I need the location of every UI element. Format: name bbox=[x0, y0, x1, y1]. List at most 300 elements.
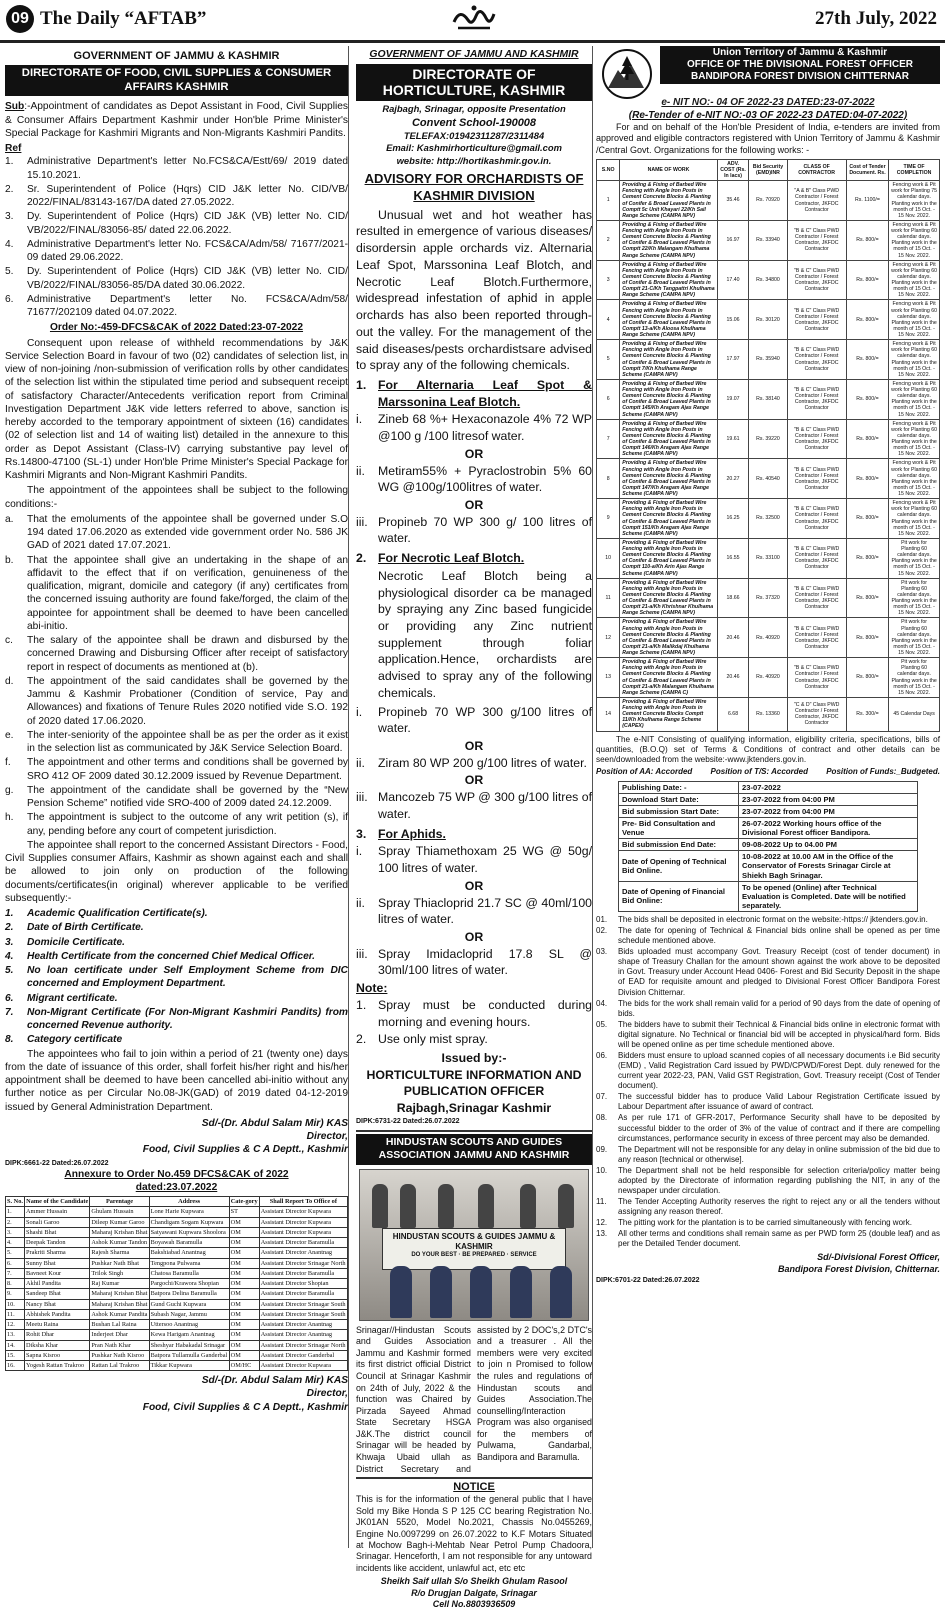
works-cell: "B & C" Class PWD Contractor / Forest Contractor, JKFDC Contractor bbox=[787, 618, 846, 658]
table-cell: Ammer Hussain bbox=[25, 1207, 90, 1217]
advisory-item: ii. Ziram 80 WP 200 g/100 litres of water. bbox=[356, 755, 592, 772]
table-cell: Assistant Director Shopian bbox=[259, 1279, 347, 1289]
advisory-note-label: Note: bbox=[356, 981, 388, 996]
reference-item bbox=[5, 293, 348, 320]
table-cell: Batpora Delina Baramulla bbox=[149, 1289, 229, 1299]
works-cell: "C & D" Class PWD Contractor / Forest Contractor, JKFDC Contractor bbox=[787, 697, 846, 731]
condition-item-number: a. bbox=[5, 513, 14, 525]
table-cell: Assistant Director Baramulla bbox=[259, 1289, 347, 1299]
document-item-number: 7. bbox=[5, 1006, 14, 1018]
schedule-cell: Download Start Date: bbox=[619, 793, 739, 805]
advisory-item: i. Propineb 70 WP 300 g/100 litres of water. bbox=[356, 704, 592, 736]
document-item-number: 8. bbox=[5, 1034, 14, 1046]
table-cell: Assistant Director Baramulla bbox=[259, 1268, 347, 1278]
table-cell: OM bbox=[229, 1258, 259, 1268]
positions-line: Position of AA: Accorded Position of T/S: Accorded Position of Funds:_Budgeted. bbox=[596, 767, 940, 777]
works-row bbox=[597, 220, 940, 260]
works-cell: "A & B" Class PWD Contractor / Forest Contractor, JKFDC Contractor bbox=[787, 181, 846, 221]
works-cell: "B & C" Class PWD Contractor / Forest Contractor, JKFDC Contractor bbox=[787, 260, 846, 300]
term-item-number: 01. bbox=[596, 914, 608, 924]
works-cell: Providing & Fixing of Barbed Wire Fencing with Angle Iron Posts in Cement Concrete Blocks & Planting of Conifer & Broad Leaved Plants in Comptt 13-a/Kh Aloosa Khulhama Range Scheme (CAMPA NPV) bbox=[620, 300, 717, 340]
condition-item-number: f. bbox=[5, 757, 11, 769]
works-cell: 13 bbox=[597, 658, 620, 698]
works-cell: 15.06 bbox=[717, 300, 749, 340]
table-row bbox=[6, 1258, 348, 1268]
conditions-list bbox=[5, 513, 348, 838]
works-cell: 19.61 bbox=[717, 419, 749, 459]
table-cell: Deepak Tandon bbox=[25, 1238, 90, 1248]
table-cell: Ashok Kumar Pandita bbox=[91, 1310, 148, 1318]
reference-item bbox=[5, 155, 348, 182]
table-cell: OM bbox=[229, 1227, 259, 1237]
works-cell: 11 bbox=[597, 578, 620, 618]
reference-item-number: 3. bbox=[5, 211, 14, 223]
table-cell: OM bbox=[229, 1309, 259, 1319]
works-cell: Rs. 35940 bbox=[749, 340, 787, 380]
order-paragraph-1: Consequent upon release of withheld recommendations by J&K Service Selection Board in favour of two (02) candidates of selection list, in view of non-joining /non-submission of verification rolls by other candidates of the selection list within the stipulated time period and subsequent receipt of satisfactory Character/Antecedents verification report from Criminal Investigation Department J&K vide letters referred to above, sanction is hereby accorded to the temporary appointment of sixteen (16) candidates (02 of selection list and 14 of waiting list) detailed in the annexure to this order as Depot Assistant (Class-IV) carrying substantive pay level of Rs.14800-47100 (SL-1) under Hon'ble Prime Minister's Special Package for Kashmiri Migrants and Non-Migrant Kashmiri Pandits. bbox=[5, 337, 348, 482]
advisory-item: ii. Metiram55% + Pyraclostrobin 5% 60 WG @100g/100litres of water. bbox=[356, 463, 592, 495]
table-cell: Assistant Director Srinagar South bbox=[260, 1300, 346, 1308]
works-cell: Rs. 37320 bbox=[749, 578, 787, 618]
document-item bbox=[5, 936, 348, 949]
works-cell: Rs. 39220 bbox=[749, 419, 787, 459]
works-row bbox=[597, 578, 940, 618]
works-cell: Providing & Fixing of Barbed Wire Fencing with Angle Iron Posts in Cement Concrete Blocks & Planting of Conifer & Broad Leaved Plants in Comptt 22/Kh Malangam Khulhama Range Scheme (CAMPA NPV) bbox=[620, 220, 717, 260]
works-cell: "B & C" Class PWD Contractor / Forest Contractor, JKFDC Contractor bbox=[787, 459, 846, 499]
works-cell: 7 bbox=[597, 419, 620, 459]
works-cell: Rs. 30120 bbox=[749, 300, 787, 340]
table-cell: 6. bbox=[6, 1258, 25, 1268]
table-row bbox=[6, 1360, 348, 1370]
masthead bbox=[0, 0, 945, 43]
advisory-item-text: Spray Imidacloprid 17.8 SL @ 30ml/100 litres of water. bbox=[378, 946, 592, 978]
table-cell: Bakshiabad Anantnag bbox=[149, 1248, 229, 1258]
condition-item-text: The appointment of the candidate shall be governed by the “New Pension Scheme” notified vide SRO-400 of 2009 dated 24.12.2009. bbox=[27, 784, 348, 810]
table-row bbox=[6, 1320, 348, 1330]
works-cell: Providing & Fixing of Barbed Wire Fencing with Angle Iron Posts in Cement Concrete Blocks & Planting of Conifer & Broad Leaved Plants in Comptt 21-a/Kh Khrishnar Khulhama Range Scheme (CAMPA NPV) bbox=[620, 578, 717, 618]
table-cell: Yogesh Rattan Trakroo bbox=[25, 1360, 90, 1370]
table-header-cell: S. No. bbox=[7, 1198, 23, 1206]
works-cell: 45 Calendar Days bbox=[889, 697, 940, 731]
food-supplies-order bbox=[5, 46, 349, 1548]
reference-item-text: Administrative Department's letter No. FCS&CA/Adm/58/ 71677/202109 dated 04.07.2022. bbox=[27, 293, 348, 319]
works-header-cell: S.NO bbox=[597, 159, 620, 180]
works-cell: Providing & Fixing of Barbed Wire Fencing with Angle Iron Posts in Cement Concrete Blocks & Planting of Conifer & Broad Leaved Plants in Comptt 145/Kh Aragam Ajas Range Scheme (CAMPA NPV) bbox=[620, 379, 717, 419]
table-row bbox=[6, 1299, 348, 1309]
schedule-row bbox=[619, 805, 918, 817]
table-cell: OM bbox=[229, 1320, 259, 1330]
table-cell: Assistant Director Baramulla bbox=[259, 1238, 347, 1248]
advisory-or: OR bbox=[464, 878, 484, 893]
horti-address: Rajbagh, Srinagar, opposite Presentation Convent School-190008 TELEFAX:01942311287/2311484 Email: Kashmirhorticulture@gmail.com website: http://hortikashmir.gov.in. bbox=[382, 103, 566, 166]
table-cell: Trilok Singh bbox=[90, 1268, 149, 1278]
works-cell: Pit work for Planting 60 calendar days. Planting work in the month of 15 Oct. - 15 Nov. 2022. bbox=[889, 578, 940, 618]
table-cell: Rattan Lal Trakroo bbox=[90, 1360, 149, 1370]
table-cell: Shashi Bhat bbox=[25, 1227, 90, 1237]
works-cell: "B & C" Class PWD Contractor / Forest Contractor, JKFDC Contractor bbox=[787, 220, 846, 260]
works-cell: Rs. 800/= bbox=[846, 340, 888, 380]
scouts-title: HINDUSTAN SCOUTS AND GUIDES ASSOCIATION JAMMU AND KASHMIR bbox=[356, 1134, 592, 1164]
term-item-text: The bids for the work shall remain valid for a period of 90 days from the date of opening of bids. bbox=[618, 998, 940, 1018]
document-item bbox=[5, 964, 348, 991]
term-item bbox=[596, 1113, 940, 1143]
term-item bbox=[596, 915, 940, 925]
table-row bbox=[6, 1289, 348, 1299]
newspaper-name: The Daily “AFTAB” bbox=[40, 8, 207, 29]
table-cell: 11. bbox=[6, 1309, 25, 1319]
document-item-number: 2. bbox=[5, 922, 14, 934]
condition-item bbox=[5, 554, 348, 634]
works-cell: 9 bbox=[597, 499, 620, 539]
table-cell: Ghulam Hussain bbox=[90, 1207, 149, 1217]
works-cell: Pit work for Planting 60 calendar days. Planting work in the month of 15 Oct. - 15 Nov. 2022. bbox=[889, 658, 940, 698]
table-row bbox=[6, 1340, 348, 1350]
document-item bbox=[5, 921, 348, 934]
works-cell: Rs. 33940 bbox=[749, 220, 787, 260]
reference-item bbox=[5, 183, 348, 210]
works-cell: Fencing work & Pit work for Planting 60 calendar days. Planting work in the month of 15 Oct. - 15 Nov. 2022. bbox=[889, 419, 940, 459]
table-cell: Uttersoo Anantnag bbox=[149, 1320, 229, 1330]
reference-item-text: Sr. Superintendent of Police (Hqrs) CID J&K letter No. CID/VB/ 2022/FINAL/83143-167/DA dated 27.05.2022. bbox=[27, 183, 348, 209]
works-cell: 14 bbox=[597, 697, 620, 731]
table-cell: Pushkar Nath Kisroo bbox=[90, 1350, 149, 1360]
condition-item-number: g. bbox=[5, 784, 14, 796]
table-cell: 1. bbox=[6, 1207, 25, 1217]
table-cell: Bavneet Kour bbox=[25, 1268, 90, 1278]
reference-item-number: 2. bbox=[5, 183, 14, 195]
condition-item bbox=[5, 784, 348, 811]
table-cell: Sapna Kisroo bbox=[25, 1350, 90, 1360]
works-cell: 17.97 bbox=[717, 340, 749, 380]
table-cell: 14. bbox=[6, 1340, 25, 1350]
works-row bbox=[597, 379, 940, 419]
table-cell: 15. bbox=[6, 1350, 25, 1360]
table-cell: 8. bbox=[6, 1279, 25, 1289]
advisory-section-title: For Necrotic Leaf Blotch. bbox=[378, 551, 525, 566]
table-cell: 12. bbox=[6, 1320, 25, 1330]
works-cell: Rs. 800/= bbox=[846, 300, 888, 340]
table-cell: OM bbox=[229, 1330, 259, 1340]
table-cell: 5. bbox=[6, 1248, 25, 1258]
works-cell: Rs. 13360 bbox=[749, 697, 787, 731]
table-cell: Maharaj Krishan Bhat bbox=[91, 1228, 148, 1236]
table-cell: Assistant Director Kupwara bbox=[259, 1207, 347, 1217]
table-cell: Nancy Bhat bbox=[25, 1299, 90, 1309]
works-header-cell: Cost of Tender Document. Rs. bbox=[846, 159, 888, 180]
condition-item-text: The appointment and other terms and conditions shall be governed by SRO 412 OF 2009 dated 30.12.2009 issued by Revenue Department. bbox=[27, 757, 348, 782]
horti-gov-heading: GOVERNMENT OF JAMMU AND KASHMIR bbox=[369, 49, 579, 60]
advisory-issuer: HORTICULTURE INFORMATION AND PUBLICATION OFFICER bbox=[366, 1067, 582, 1099]
advisory-or: OR bbox=[464, 497, 484, 512]
table-cell: Bushan Lal Raina bbox=[90, 1320, 149, 1330]
table-cell: Sandeep Bhat bbox=[25, 1289, 90, 1299]
works-cell: "B & C" Class PWD Contractor / Forest Contractor, JKFDC Contractor bbox=[787, 578, 846, 618]
works-row bbox=[597, 260, 940, 300]
condition-item-text: The inter-seniority of the appointee shall be as per the order as it exist in the selection list as communicated by J&K Service Selection Board. bbox=[27, 729, 348, 755]
table-row bbox=[6, 1227, 348, 1237]
works-header-cell: NAME OF WORK bbox=[620, 159, 717, 180]
advisory-item: ii. Spray Thiacloprid 21.7 SC @ 40ml/100 litres of water. bbox=[356, 895, 592, 927]
references-list bbox=[5, 155, 348, 319]
table-cell: Assistant Director Ganderbal bbox=[259, 1350, 347, 1360]
advisory-note-item: 1. Spray must be conducted during morning and evening hours. bbox=[356, 997, 592, 1029]
document-item-text: Health Certificate from the concerned Chief Medical Officer. bbox=[27, 950, 315, 962]
schedule-row bbox=[619, 781, 918, 793]
document-item-number: 3. bbox=[5, 936, 14, 948]
table-cell: Sonali Garoo bbox=[25, 1217, 90, 1227]
bike-sale-notice bbox=[356, 1477, 592, 1610]
advisory-item: iii. Mancozeb 75 WP @ 300 g/100 litres of water. bbox=[356, 790, 592, 821]
condition-item bbox=[5, 756, 348, 783]
schedule-cell: 23-07-2022 bbox=[739, 781, 918, 793]
horti-dipk: DIPK:6731-22 Dated:26.07.2022 bbox=[356, 1117, 460, 1125]
advisory-title: ADVISORY FOR ORCHARDISTS OF KASHMIR DIVISION bbox=[364, 171, 584, 203]
advisory-or: OR bbox=[464, 929, 484, 944]
condition-item-text: The appointment is subject to the outcome of any writ petition (s), if any, pending before any court of competent jurisdiction. bbox=[27, 812, 348, 837]
advisory-item: i. Spray Thiamethoxam 25 WG @ 50g/ 100 litres of water. bbox=[356, 844, 592, 876]
schedule-cell: 09-08-2022 Up to 04.00 PM bbox=[739, 839, 918, 851]
notice-signature: Sheikh Saif ullah S/o Sheikh Ghulam Rasool R/o Drugjan Dalgate, Srinagar Cell No.8803936509 bbox=[380, 1576, 568, 1609]
table-row bbox=[6, 1217, 348, 1227]
table-cell: Rajesh Sharma bbox=[90, 1248, 149, 1258]
reference-item-text: Dy. Superintendent of Police (Hqrs) CID J&K (VB) letter No. CID/ VB/2022/FINAL/83056-85/DA dated 30.06.2022. bbox=[27, 266, 348, 291]
works-cell: Pit work for Planting 60 calendar days. Planting work in the month of 15 Oct. - 15 Nov. 2022. bbox=[889, 618, 940, 658]
reference-item-text: Dy. Superintendent of Police (Hqrs) CID J&K (VB) letter No. CID/ VB/2022/FINAL/83056-85/ dated 22.06.2022. bbox=[27, 211, 348, 236]
advisory-section-heading: 1. For Alternaria Leaf Spot & Marssonina Leaf Blotch. bbox=[356, 377, 592, 409]
term-item-text: Bids uploaded must accompany Govt. Treasury Receipt (cost of tender document) in shape of Treasury Challan for the amount shown against the work above to be deposited in Govt. Treasury under Account Head 0406- Forest and Bid Security Deposit in the shape of EAD for requisite amount and pledged to Divisional Forest Officer Bandipora Forest Division Chitternar. bbox=[618, 947, 940, 997]
term-item-number: 13. bbox=[596, 1229, 608, 1239]
works-cell: Rs. 70920 bbox=[749, 181, 787, 221]
table-cell: Assistant Director Srinagar South bbox=[260, 1310, 346, 1318]
works-cell: "B & C" Class PWD Contractor / Forest Contractor, JKFDC Contractor bbox=[787, 499, 846, 539]
document-item bbox=[5, 992, 348, 1005]
food-gov-heading: GOVERNMENT OF JAMMU & KASHMIR bbox=[73, 50, 280, 62]
document-item bbox=[5, 1006, 348, 1033]
advisory-section-title: For Alternaria Leaf Spot & Marssonina Leaf Blotch. bbox=[378, 377, 592, 409]
schedule-row bbox=[619, 817, 918, 838]
term-item-text: The pitting work for the plantation is to be carried simultaneously with fencing work. bbox=[618, 1218, 912, 1228]
term-item-number: 07. bbox=[596, 1092, 608, 1102]
works-cell: 35.46 bbox=[717, 181, 749, 221]
table-cell: Sunny Bhat bbox=[25, 1258, 90, 1268]
subject-line: Sub:-Appointment of candidates as Depot Assistant in Food, Civil Supplies & Consumer Affairs Department Kashmir under Hon'ble Prime Minister's Special Package for Kashmiri Migrants and Non-Migrants Kashmiri Pandits. bbox=[5, 101, 348, 139]
works-cell: 17.40 bbox=[717, 260, 749, 300]
table-row bbox=[6, 1350, 348, 1360]
term-item bbox=[596, 1197, 940, 1217]
schedule-cell: 23-07-2022 from 04:00 PM bbox=[739, 805, 918, 817]
condition-item-text: That the appointee shall give an undertaking in the shape of an affidavit to the effect that if on verification, genuineness of the qualification, migrant, domicile and category (if any) certificates from the concerned issuing authority are found fake/forged, the claim of the appointee for appointment shall be deemed to have been cancelled abi-initio. bbox=[27, 554, 348, 632]
horti-department-banner: DIRECTORATE OF HORTICULTURE, KASHMIR bbox=[356, 64, 592, 102]
works-cell: "B & C" Class PWD Contractor / Forest Contractor, JKFDC Contractor bbox=[787, 538, 846, 578]
term-item-text: As per rule 171 of GFR-2017, Performance Security shall have to be deposited by successful bidder to the order of 3% of the value of contract and if there are compelling circumstances, performance security in excess of three percent may also be demanded. bbox=[618, 1113, 940, 1143]
condition-item-number: h. bbox=[5, 812, 14, 824]
table-row bbox=[6, 1248, 348, 1258]
term-item bbox=[596, 947, 940, 997]
references-label: Ref bbox=[5, 143, 22, 155]
food-signature: Sd/-(Dr. Abdul Salam Mir) KAS Director, Food, Civil Supplies & C A Deptt., Kashmir bbox=[142, 1117, 348, 1156]
term-item bbox=[596, 1020, 940, 1050]
works-cell: 20.27 bbox=[717, 459, 749, 499]
advisory-or: OR bbox=[464, 739, 484, 754]
table-cell: Assistant Director Anantnag bbox=[259, 1320, 347, 1330]
document-item-text: Date of Birth Certificate. bbox=[27, 922, 144, 934]
order-paragraph-4: The appointees who fail to join within a period of 21 (twenty one) days from the date of issuance of this order, shall forfeit his/her right and his/her appointment shall be deemed to have been cancelled abi-initio without any further notice as per Circular No.08-JK(GAD) of 2019 dated 04-12-2019 issued by General Administration Department. bbox=[5, 1048, 348, 1113]
works-cell: Rs. 800/= bbox=[846, 499, 888, 539]
table-cell: OM bbox=[229, 1350, 259, 1360]
document-item bbox=[5, 907, 348, 920]
table-row bbox=[6, 1309, 348, 1319]
reference-item-number: 1. bbox=[5, 156, 14, 168]
photo-banner: HINDUSTAN SCOUTS & GUIDES JAMMU & KASHMIR DO YOUR BEST · BE PREPARED · SERVICE bbox=[382, 1228, 566, 1270]
document-item bbox=[5, 1033, 348, 1046]
document-item-text: Non-Migrant Certificate (For Non-Migrant Kashmiri Pandits) from concerned Revenue authority. bbox=[27, 1006, 348, 1032]
works-row bbox=[597, 618, 940, 658]
table-cell: OM bbox=[229, 1279, 259, 1289]
document-item-number: 1. bbox=[5, 908, 14, 920]
newspaper-logo-icon bbox=[450, 2, 498, 34]
table-row bbox=[6, 1268, 348, 1278]
tender-terms bbox=[596, 915, 940, 1250]
scouts-photo bbox=[359, 1169, 589, 1321]
table-cell: Tengpona Pulwama bbox=[149, 1258, 229, 1268]
forest-signature: Sd/-Divisional Forest Officer, Bandipora Forest Division, Chitternar. bbox=[777, 1252, 940, 1275]
condition-item bbox=[5, 675, 348, 728]
table-cell: Chatosa Baramulla bbox=[149, 1268, 229, 1278]
table-cell: 13. bbox=[6, 1330, 25, 1340]
advisory-item-text: Mancozeb 75 WP @ 300 g/100 litres of water. bbox=[378, 790, 592, 821]
advisory-item-text: Zineb 68 %+ Hexaconazole 4% 72 WP @100 g /100 litresof water. bbox=[378, 412, 592, 444]
condition-item bbox=[5, 729, 348, 756]
condition-item-number: b. bbox=[5, 554, 14, 566]
document-item bbox=[5, 950, 348, 963]
schedule-cell: To be opened (Online) after Technical Evaluation is Completed. Date will be notified separately. bbox=[739, 881, 918, 911]
term-item-text: The Department will not be responsible for any delay in online submission of the bid due to any reason [technical or otherwise]. bbox=[618, 1144, 940, 1164]
works-cell: Providing & Fixing of Barbed Wire Fencing with Angle Iron Posts in Cement Concrete Blocks & Planting of Conifer & Broad Leaved Plants in Comptt 5c Unit Khayari 22/Kh Sail Range Scheme (CAMPA NPV) bbox=[620, 181, 717, 221]
term-item bbox=[596, 1145, 940, 1165]
term-item bbox=[596, 926, 940, 946]
forest-department-emblem-icon bbox=[598, 48, 656, 100]
schedule-cell: 26-07-2022 Working hours office of the Divisional Forest officer Bandipora. bbox=[739, 817, 918, 838]
works-cell: Rs. 800/= bbox=[846, 578, 888, 618]
document-item-text: No loan certificate under Self Employment Scheme from DIC concerned and Employment Department. bbox=[27, 965, 348, 990]
document-item-text: Category certificate bbox=[27, 1034, 123, 1046]
reference-item-text: Administrative Department's letter No. FCS&CA/Adm/58/ 71677/2021-09 dated 29.06.2022. bbox=[27, 238, 348, 264]
reference-item-text: Administrative Department's letter No.FCS&CA/Estt/69/ 2019 dated 15.10.2021. bbox=[27, 156, 348, 181]
term-item bbox=[596, 1218, 940, 1228]
table-cell: OM bbox=[229, 1238, 259, 1248]
retender-line: (Re-Tender of e-NIT NO:-03 OF 2022-23 DATED:04-07-2022) bbox=[628, 110, 908, 121]
works-cell: 20.46 bbox=[717, 658, 749, 698]
schedule-row bbox=[619, 839, 918, 851]
works-row bbox=[597, 300, 940, 340]
table-cell: OM bbox=[229, 1217, 259, 1227]
table-cell: 7. bbox=[6, 1268, 25, 1278]
schedule-cell: Publishing Date: - bbox=[619, 781, 739, 793]
documents-list bbox=[5, 907, 348, 1047]
schedule-cell: 10-08-2022 at 10.00 AM in the Office of the Conservator of Forests Srinagar Circle at Shiekh Bagh Srinagar. bbox=[739, 851, 918, 881]
works-cell: 16.97 bbox=[717, 220, 749, 260]
advisory-necrotic-text: Necrotic Leaf Blotch being a physiological disorder ca be managed by spraying any Zinc based fungicide or providing any Zinc nutrient supplement through foliar application.Hence, orchardists are advised to spray any of the following chemicals. bbox=[378, 568, 592, 700]
document-item-number: 4. bbox=[5, 950, 14, 962]
food-department-banner: DIRECTORATE OF FOOD, CIVIL SUPPLIES & CONSUMER AFFAIRS KASHMIR bbox=[5, 65, 348, 96]
works-cell: 16.55 bbox=[717, 538, 749, 578]
table-cell: Chandigam Sogam Kupwara bbox=[149, 1217, 229, 1227]
table-cell: Batpora Tullamulla Ganderbal bbox=[150, 1351, 228, 1359]
term-item-text: The Tender Accepting Authority reserves the right to reject any or all the tenders without assigning any reason thereof. bbox=[618, 1197, 940, 1217]
term-item-number: 02. bbox=[596, 926, 608, 936]
table-cell: Pargochi/Krawora Shopian bbox=[149, 1279, 229, 1289]
works-cell: Rs. 800/= bbox=[846, 260, 888, 300]
document-item-text: Academic Qualification Certificate(s). bbox=[27, 908, 208, 920]
works-cell: Providing & Fixing of Barbed Wire Fencing with Angle Iron Posts in Cement Concrete Blocks Comptt 11/Kh Khulhama Range Scheme (CAPEX) bbox=[620, 697, 717, 731]
table-cell: Diksha Khar bbox=[25, 1340, 90, 1350]
table-header-cell: Parentage bbox=[90, 1197, 149, 1207]
schedule-row bbox=[619, 793, 918, 805]
works-cell: Rs. 1100/= bbox=[846, 181, 888, 221]
works-row bbox=[597, 499, 940, 539]
advisory-note-text: Spray must be conducted during morning and evening hours. bbox=[378, 997, 592, 1029]
scouts-news bbox=[356, 1130, 592, 1475]
term-item-text: The successful bidder has to produce Valid Labour Registration Certificate issued by Labour Department after issuance of award of contract. bbox=[618, 1092, 940, 1112]
tender-intro: For and on behalf of the Hon'ble President of India, e-tenders are invited from approved and eligible contractors registered with Union Territory of Jammu & Kashmir /Central Govt. Organizations for the following works: - bbox=[596, 122, 940, 155]
works-cell: Providing & Fixing of Barbed Wire Fencing with Angle Iron Posts in Cement Concrete Blocks & Planting of Conifer & Broad Leaved Plants in Comptt 21-a/Kh Malangam Khulhama Range Scheme (CAMPA C) bbox=[620, 658, 717, 698]
advisory-place: Rajbagh,Srinagar Kashmir bbox=[396, 1101, 552, 1116]
works-cell: "B & C" Class PWD Contractor / Forest Contractor, JKFDC Contractor bbox=[787, 379, 846, 419]
table-cell: OM/HC bbox=[229, 1360, 259, 1370]
reference-item bbox=[5, 265, 348, 292]
table-cell: 2. bbox=[6, 1217, 25, 1227]
forest-dipk: DIPK:6701-22 Dated:26.07.2022 bbox=[596, 1276, 700, 1284]
works-cell: Providing & Fixing of Barbed Wire Fencing with Angle Iron Posts in Cement Concrete Blocks & Planting of Conifer & Broad Leaved Plants in Comptt 21-C/Kh Tangpattri Khulhama Range Scheme (CAMPA NPV) bbox=[620, 260, 717, 300]
table-cell: Boyawah Baramulla bbox=[149, 1238, 229, 1248]
advisory-item: iii. Spray Imidacloprid 17.8 SL @ 30ml/100 litres of water. bbox=[356, 946, 592, 978]
term-item-number: 03. bbox=[596, 947, 608, 957]
works-cell: 10 bbox=[597, 538, 620, 578]
condition-item bbox=[5, 811, 348, 838]
term-item-text: The bids shall be deposited in electronic format on the website:-https:// jktenders.gov.in. bbox=[618, 914, 928, 924]
works-cell: 8 bbox=[597, 459, 620, 499]
works-cell: Fencing work & Pit work for Planting 75 calendar days. Planting work in the month of 15 Oct. - 15 Nov. 2022. bbox=[889, 181, 940, 221]
works-cell: Fencing work & Pit work for Planting 60 calendar days. Planting work in the month of 15 Oct. - 15 Nov. 2022. bbox=[889, 220, 940, 260]
condition-item bbox=[5, 634, 348, 674]
works-cell: "B & C" Class PWD Contractor / Forest Contractor, JKFDC Contractor bbox=[787, 340, 846, 380]
advisory-item-text: Spray Thiamethoxam 25 WG @ 50g/ 100 litres of water. bbox=[378, 844, 592, 876]
works-cell: Fencing work & Pit work for Planting 60 calendar days. Planting work in the month of 15 Oct. - 15 Nov. 2022. bbox=[889, 260, 940, 300]
works-cell: 5 bbox=[597, 340, 620, 380]
page-number: 09 bbox=[6, 5, 34, 33]
table-cell: Abhishek Pandita bbox=[25, 1309, 90, 1319]
order-number: Order No:-459-DFCS&CAK of 2022 Dated:23-07-2022 bbox=[49, 322, 304, 334]
table-cell: Assistant Director Srinagar North bbox=[260, 1341, 346, 1349]
works-cell: Providing & Fixing of Barbed Wire Fencing with Angle Iron Posts in Cement Concrete Blocks & Planting of Conifer & Broad Leaved Plants in Comptt 146/Kh Aragam Ajas Range Scheme (CAMPA NPV) bbox=[620, 419, 717, 459]
works-cell: Rs. 40920 bbox=[749, 658, 787, 698]
term-item-number: 06. bbox=[596, 1050, 608, 1060]
works-cell: Rs. 34800 bbox=[749, 260, 787, 300]
term-item bbox=[596, 1051, 940, 1091]
document-item-text: Migrant certificate. bbox=[27, 992, 118, 1004]
forest-header bbox=[596, 46, 940, 96]
advisory-item-text: Metiram55% + Pyraclostrobin 5% 60 WG @100g/100litres of water. bbox=[378, 463, 592, 495]
document-item-number: 5. bbox=[5, 965, 14, 977]
advisory-item-text: Ziram 80 WP 200 g/100 litres of water. bbox=[378, 755, 587, 770]
works-row bbox=[597, 538, 940, 578]
table-cell: OM bbox=[229, 1340, 259, 1350]
table-cell: Satyawani Kupwara Shoolora bbox=[149, 1227, 229, 1237]
table-cell: Assistant Director Kupwara bbox=[259, 1217, 347, 1227]
enit-details: The e-NIT Consisting of qualifying information, eligibility criteria, specifications, bills of quantities, (B.O.Q) set of Terms & Conditions of contract and other details can be seen/downloaded from the website:-www.jktenders.gov.in. bbox=[596, 734, 940, 764]
term-item bbox=[596, 1229, 940, 1249]
schedule-cell: Date of Opening of Financial Bid Online: bbox=[619, 881, 739, 911]
